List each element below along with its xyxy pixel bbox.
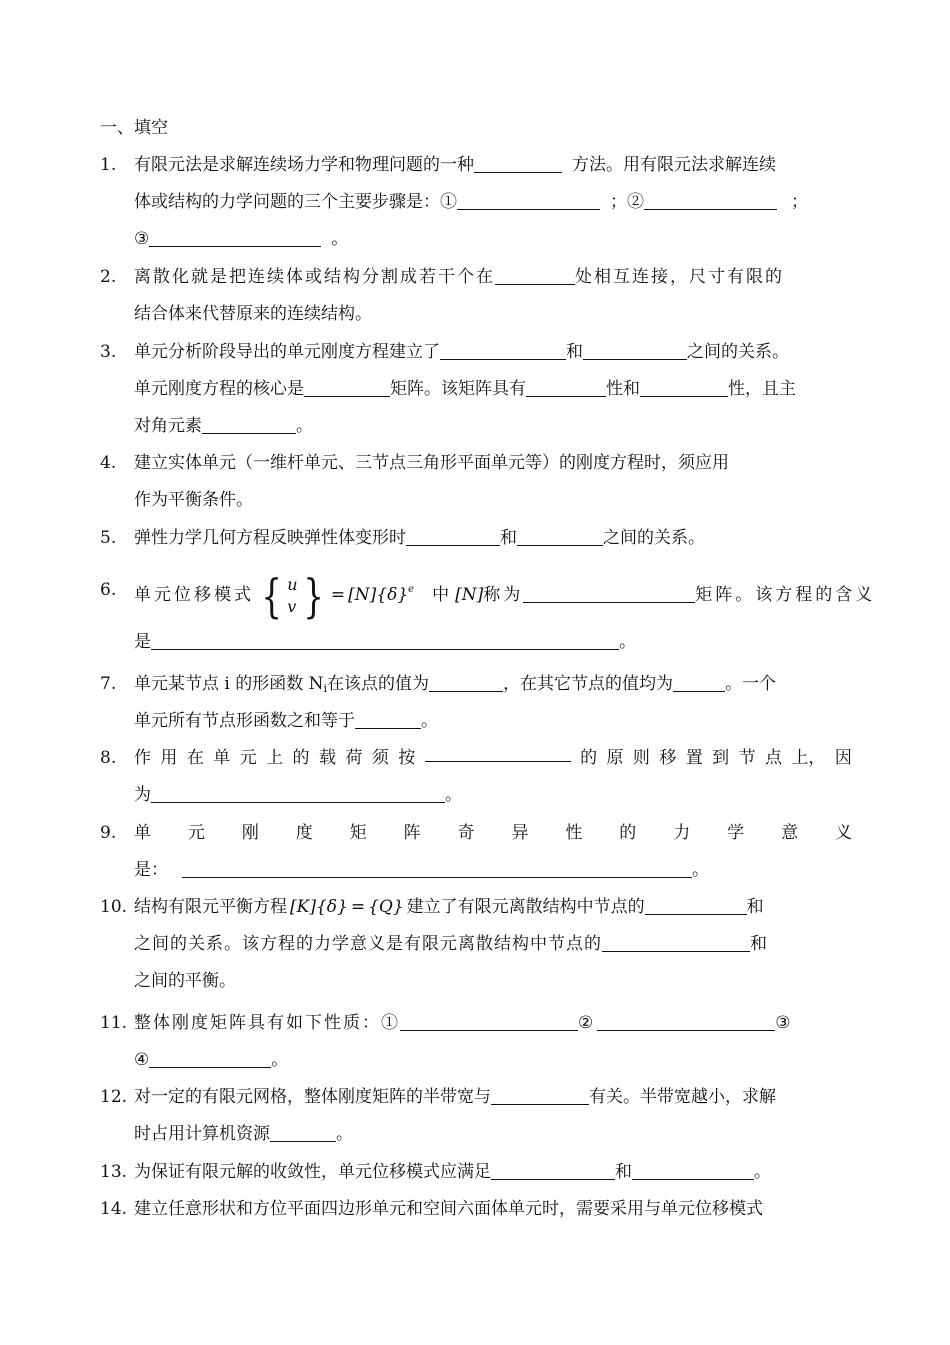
question-3 <box>100 334 852 445</box>
answer-blank[interactable] <box>517 524 603 546</box>
answer-blank[interactable] <box>304 375 390 397</box>
load-vector-symbol: {Q} <box>368 897 404 917</box>
text: 单元所有节点形函数之和等于 <box>134 711 355 731</box>
answer-blank[interactable] <box>457 188 600 210</box>
text: 中 <box>432 585 450 605</box>
answer-blank[interactable] <box>583 338 687 360</box>
text: 性 <box>565 823 583 843</box>
question-5 <box>100 520 852 557</box>
text: 之间的关系。 <box>603 528 705 548</box>
text: 按 <box>398 748 416 768</box>
superscript-e: e <box>408 584 415 595</box>
answer-blank[interactable] <box>526 375 606 397</box>
question-14 <box>100 1191 852 1228</box>
text: 上 <box>266 748 284 768</box>
answer-blank[interactable] <box>151 781 445 803</box>
text: 弹性力学几何方程反映弹性体变形时 <box>134 528 406 548</box>
text: ② <box>578 1013 594 1033</box>
answer-blank[interactable] <box>632 1158 754 1180</box>
text: 。 <box>421 711 438 731</box>
question-number: 1. <box>100 155 117 175</box>
text: 矩阵。该矩阵具有 <box>390 379 526 399</box>
text: 在 <box>186 748 204 768</box>
question-number: 2. <box>100 267 117 287</box>
stiffness-matrix-symbol: [K] <box>290 897 316 917</box>
text: 有关。半带宽越小，求解 <box>589 1087 776 1107</box>
text: 。 <box>336 1124 353 1144</box>
text: 度 <box>295 823 313 843</box>
text: 矩 <box>349 823 367 843</box>
question-number: 12. <box>100 1087 128 1107</box>
question-number: 4. <box>100 453 117 473</box>
text: ； <box>791 192 808 212</box>
text: 和 <box>615 1162 632 1182</box>
answer-blank[interactable] <box>429 670 503 692</box>
answer-blank[interactable] <box>406 524 500 546</box>
answer-blank[interactable] <box>151 628 619 650</box>
text: 时占用计算机资源 <box>134 1124 270 1144</box>
question-7 <box>100 666 852 740</box>
text: 性和 <box>606 379 640 399</box>
text: 单元某节点 i 的形函数 N <box>134 674 324 694</box>
text: 上， <box>791 748 826 768</box>
text: 结构有限元平衡方程 <box>134 897 287 917</box>
displacement-vector <box>257 568 328 623</box>
answer-blank[interactable] <box>400 1009 578 1031</box>
text: 对角元素 <box>134 416 202 436</box>
question-number: 3. <box>100 342 117 362</box>
text: 阵 <box>403 823 421 843</box>
text: 单 <box>213 748 231 768</box>
text: 处相互连接，尺寸有限的 <box>575 267 784 287</box>
text: 整体刚度矩阵具有如下性质：① <box>134 1013 400 1033</box>
text: 和 <box>750 934 767 954</box>
text: 置 <box>685 748 703 768</box>
text: 异 <box>511 823 529 843</box>
text: ③ <box>134 229 150 249</box>
answer-blank[interactable] <box>149 1046 271 1068</box>
text: 建立了有限元离散结构中节点的 <box>406 897 645 917</box>
text: 。 <box>754 1162 771 1182</box>
text: 因 <box>834 748 852 768</box>
text: 结合体来代替原来的连续结构。 <box>134 304 372 324</box>
question-number: 11. <box>100 1013 128 1033</box>
text: 对一定的有限元网格，整体刚度矩阵的半带宽与 <box>134 1087 491 1107</box>
question-4 <box>100 445 852 519</box>
text: 有限元法是求解连续场力学和物理问题的一种 <box>134 155 474 175</box>
shape-matrix-symbol: [N] <box>348 585 377 605</box>
text: 义 <box>834 823 852 843</box>
answer-blank[interactable] <box>495 263 575 285</box>
answer-blank[interactable] <box>640 375 728 397</box>
text: 的 <box>619 823 637 843</box>
vector-components <box>286 574 298 618</box>
text: 建立任意形状和方位平面四边形单元和空间六面体单元时，需要采用与单元位移模式 <box>134 1199 763 1219</box>
text: ，在其它节点的值均为 <box>503 674 674 694</box>
text: 。 <box>331 229 349 249</box>
answer-blank[interactable] <box>673 670 725 692</box>
text: 在该点的值为 <box>327 674 430 694</box>
text: 力 <box>673 823 691 843</box>
question-number: 13. <box>100 1162 128 1182</box>
text: 。 <box>271 1050 289 1070</box>
answer-blank[interactable] <box>474 151 562 173</box>
text: ；② <box>610 192 644 212</box>
text: 节 <box>738 748 756 768</box>
answer-blank[interactable] <box>645 893 747 915</box>
text: ④ <box>134 1050 150 1070</box>
answer-blank[interactable] <box>182 856 692 878</box>
subscript-i: i <box>323 682 328 695</box>
text: 单元刚度方程的核心是 <box>134 379 304 399</box>
u-component: u <box>287 574 298 594</box>
text: 建立实体单元（一维杆单元、三节点三角形平面单元等）的刚度方程时，须应用 <box>134 453 729 473</box>
answer-blank[interactable] <box>491 1158 615 1180</box>
text: 用 <box>160 748 178 768</box>
right-brace-icon: } <box>302 568 324 623</box>
text: 方法。用有限元法求解连续 <box>572 155 776 175</box>
text: 性，且主 <box>728 379 796 399</box>
question-number: 5. <box>100 528 117 548</box>
equals-sign: = <box>350 897 366 917</box>
text: 意 <box>781 823 799 843</box>
text: 矩阵。该方程的含义 <box>695 585 876 605</box>
question-number: 7. <box>100 674 117 694</box>
text: 。 <box>296 416 313 436</box>
text: 载 <box>318 748 336 768</box>
text: 作 <box>134 748 151 768</box>
question-6 <box>100 556 876 661</box>
answer-blank[interactable] <box>491 1083 589 1105</box>
answer-blank[interactable] <box>644 188 777 210</box>
answer-blank[interactable] <box>523 581 695 603</box>
section-title: 一、填空 <box>100 118 168 138</box>
text: 单 <box>134 823 151 843</box>
text: 元 <box>239 748 257 768</box>
text: 之间的关系。 <box>687 342 789 362</box>
question-number: 9. <box>100 823 117 843</box>
text: 。 <box>619 632 636 652</box>
text: 奇 <box>457 823 475 843</box>
text: 为 <box>134 785 151 805</box>
shape-matrix-symbol: [N] <box>455 585 484 605</box>
text: 。 <box>692 860 709 880</box>
answer-blank[interactable] <box>355 707 421 729</box>
text: 到 <box>712 748 730 768</box>
question-number: 8. <box>100 748 117 768</box>
node-displacement-symbol: {δ} <box>376 585 409 605</box>
text: 则 <box>632 748 650 768</box>
question-number: 6. <box>100 580 117 600</box>
text: 原 <box>606 748 624 768</box>
text: 和 <box>566 342 583 362</box>
text: 和 <box>746 897 764 917</box>
text: 的 <box>580 748 598 768</box>
text: 是： <box>134 860 168 880</box>
question-12 <box>100 1079 852 1153</box>
answer-blank[interactable] <box>149 225 321 247</box>
answer-blank[interactable] <box>202 412 296 434</box>
answer-blank[interactable] <box>440 338 566 360</box>
text: 移 <box>659 748 677 768</box>
question-8 <box>100 740 852 814</box>
text: 离散化就是把连续体或结构分割成若干个在 <box>134 267 495 287</box>
text: 之间的关系。该方程的力学意义是有限元离散结构中节点的 <box>134 934 602 954</box>
question-number: 10. <box>100 897 128 917</box>
answer-blank[interactable] <box>270 1120 336 1142</box>
text: 点 <box>765 748 783 768</box>
text: 元 <box>187 823 205 843</box>
answer-blank[interactable] <box>597 1009 775 1031</box>
question-9 <box>100 815 852 889</box>
question-1 <box>100 147 852 258</box>
question-13 <box>100 1154 852 1191</box>
answer-blank[interactable] <box>425 740 571 762</box>
text: 体或结构的力学问题的三个主要步骤是：① <box>134 192 457 212</box>
answer-blank[interactable] <box>602 930 750 952</box>
text: ③ <box>775 1013 791 1033</box>
text: 学 <box>727 823 745 843</box>
text: 之间的平衡。 <box>134 971 236 991</box>
left-brace-icon: { <box>261 568 282 623</box>
text: 为保证有限元解的收敛性，单元位移模式应满足 <box>134 1162 491 1182</box>
text: 作为平衡条件。 <box>134 490 253 510</box>
text: 刚 <box>241 823 259 843</box>
text: 单元位移模式 <box>134 585 254 605</box>
question-10 <box>100 889 852 1000</box>
text: 。一个 <box>725 674 777 694</box>
text: 是 <box>134 632 151 652</box>
question-2 <box>100 259 852 333</box>
text: 单元分析阶段导出的单元刚度方程建立了 <box>134 342 440 362</box>
text: 称为 <box>483 585 524 605</box>
text: 的 <box>292 748 310 768</box>
text: 和 <box>500 528 517 548</box>
text: 。 <box>445 785 462 805</box>
node-displacement-symbol: {δ} <box>315 897 348 917</box>
text: 荷 <box>345 748 363 768</box>
question-number: 14. <box>100 1199 128 1219</box>
equals-sign: = <box>330 585 346 605</box>
question-11 <box>100 1005 852 1079</box>
v-component: v <box>287 596 297 616</box>
text: 须 <box>371 748 389 768</box>
